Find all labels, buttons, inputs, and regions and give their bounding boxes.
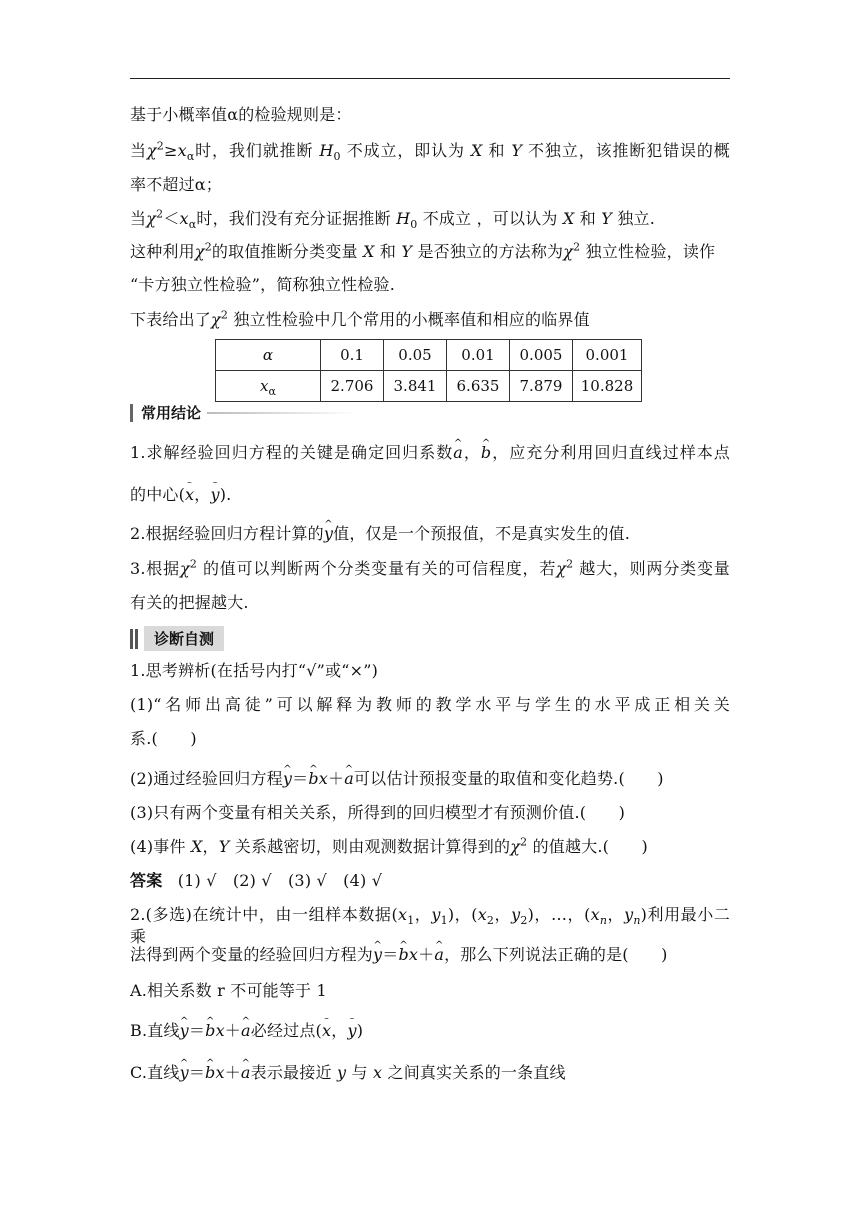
- table-cell: 0.005: [510, 340, 573, 371]
- table-cell: 3.841: [384, 371, 447, 402]
- heading-marker: [130, 629, 138, 649]
- conclusion-1: 1.求解经验回归方程的关键是确定回归系数^ a，^ b，应充分利用回归直线过样本点: [130, 442, 730, 464]
- table-header-cell: $x_\alpha$: [216, 371, 321, 402]
- answer-text: (1) √ (2) √ (3) √ (4) √: [177, 871, 383, 890]
- table-cell: 6.635: [447, 371, 510, 402]
- question-1-item-2: (2)通过经验回归方程^ y＝^ bx＋^ a可以估计预报变量的取值和变化趋势.( ): [130, 768, 730, 790]
- header-rule: [130, 78, 730, 79]
- question-1-item-1-cont: 系.( ): [130, 729, 197, 748]
- conclusion-3-cont: 有关的把握越大.: [130, 593, 249, 612]
- paragraph-rule-reject-cont: 率不超过α；: [130, 175, 223, 194]
- conclusion-3: 3.根据$\chi^2$ 的值可以判断两个分类变量有关的可信程度，若$\chi^2$ 越大，则两分类变量: [130, 557, 730, 578]
- table-cell: 0.05: [384, 340, 447, 371]
- table-cell: 0.01: [447, 340, 510, 371]
- paragraph-rule-reject: 当$\chi^2\ge x_\alpha$时，我们就推断 $H_0$ 不成立，即认为 X 和 Y 不独立，该推断犯错误的概: [130, 139, 731, 164]
- paragraph-test-rule-intro: 基于小概率值α的检验规则是：: [130, 105, 352, 124]
- section-heading-self-test: [130, 626, 224, 651]
- option-b: B.直线^ y＝^ bx＋^ a必经过点(– x，– y): [130, 1020, 730, 1042]
- question-1-item-1: (1)“名师出高徒”可以解释为教师的教学水平与学生的水平成正相关关: [130, 695, 730, 714]
- answer-line: [130, 870, 730, 892]
- conclusion-1-cont: 的中心(– x，– y).: [130, 484, 730, 506]
- table-row: [216, 340, 642, 371]
- table-cell: 7.879: [510, 371, 573, 402]
- section-heading-conclusions: [130, 402, 357, 423]
- heading-divider: [207, 412, 357, 414]
- paragraph-table-intro: 下表给出了$\chi^2$ 独立性检验中几个常用的小概率值和相应的临界值: [130, 308, 590, 329]
- question-2: 2.(多选)在统计中，由一组样本数据($x_1$，$y_1$)，($x_2$，$y_2$)，…，($x_n$，$y_n$)利用最小二乘: [130, 905, 731, 946]
- question-2-cont: 法得到两个变量的经验回归方程为^ y＝^ bx＋^ a，那么下列说法正确的是( ): [130, 944, 730, 966]
- option-c: C.直线^ y＝^ bx＋^ a表示最接近 y 与 x 之间真实关系的一条直线: [130, 1062, 730, 1084]
- answer-label: 答案: [130, 871, 163, 890]
- heading-marker: [130, 404, 133, 422]
- table-row: [216, 371, 642, 402]
- option-a: A.相关系数 r 不可能等于 1: [130, 981, 327, 1000]
- table-cell: 0.001: [573, 340, 642, 371]
- paragraph-rule-accept: 当$\chi^2<x_\alpha$时，我们没有充分证据推断 $H_0$ 不成立 ，可以认为 X 和 Y 独立.: [130, 207, 656, 232]
- question-1: 1.思考辨析(在括号内打“√”或“×”): [130, 661, 379, 680]
- conclusion-2: 2.根据经验回归方程计算的^ y值，仅是一个预报值，不是真实发生的值.: [130, 523, 730, 545]
- table-cell: 0.1: [321, 340, 384, 371]
- paragraph-definition: 这种利用$\chi^2$的取值推断分类变量 X 和 Y 是否独立的方法称为$\chi^2$ 独立性检验，读作: [130, 240, 716, 261]
- section-title: 常用结论: [141, 404, 202, 422]
- section-title: 诊断自测: [144, 626, 224, 651]
- question-1-item-4: (4)事件 X，Y 关系越密切，则由观测数据计算得到的$\chi^2$ 的值越大.( ): [130, 835, 648, 856]
- paragraph-definition-cont: “卡方独立性检验”，简称独立性检验.: [130, 275, 396, 294]
- table-cell: 2.706: [321, 371, 384, 402]
- critical-value-table: [215, 339, 642, 402]
- table-header-cell: α: [216, 340, 321, 371]
- question-1-item-3: (3)只有两个变量有相关关系，所得到的回归模型才有预测价值.( ): [130, 803, 626, 822]
- table-cell: 10.828: [573, 371, 642, 402]
